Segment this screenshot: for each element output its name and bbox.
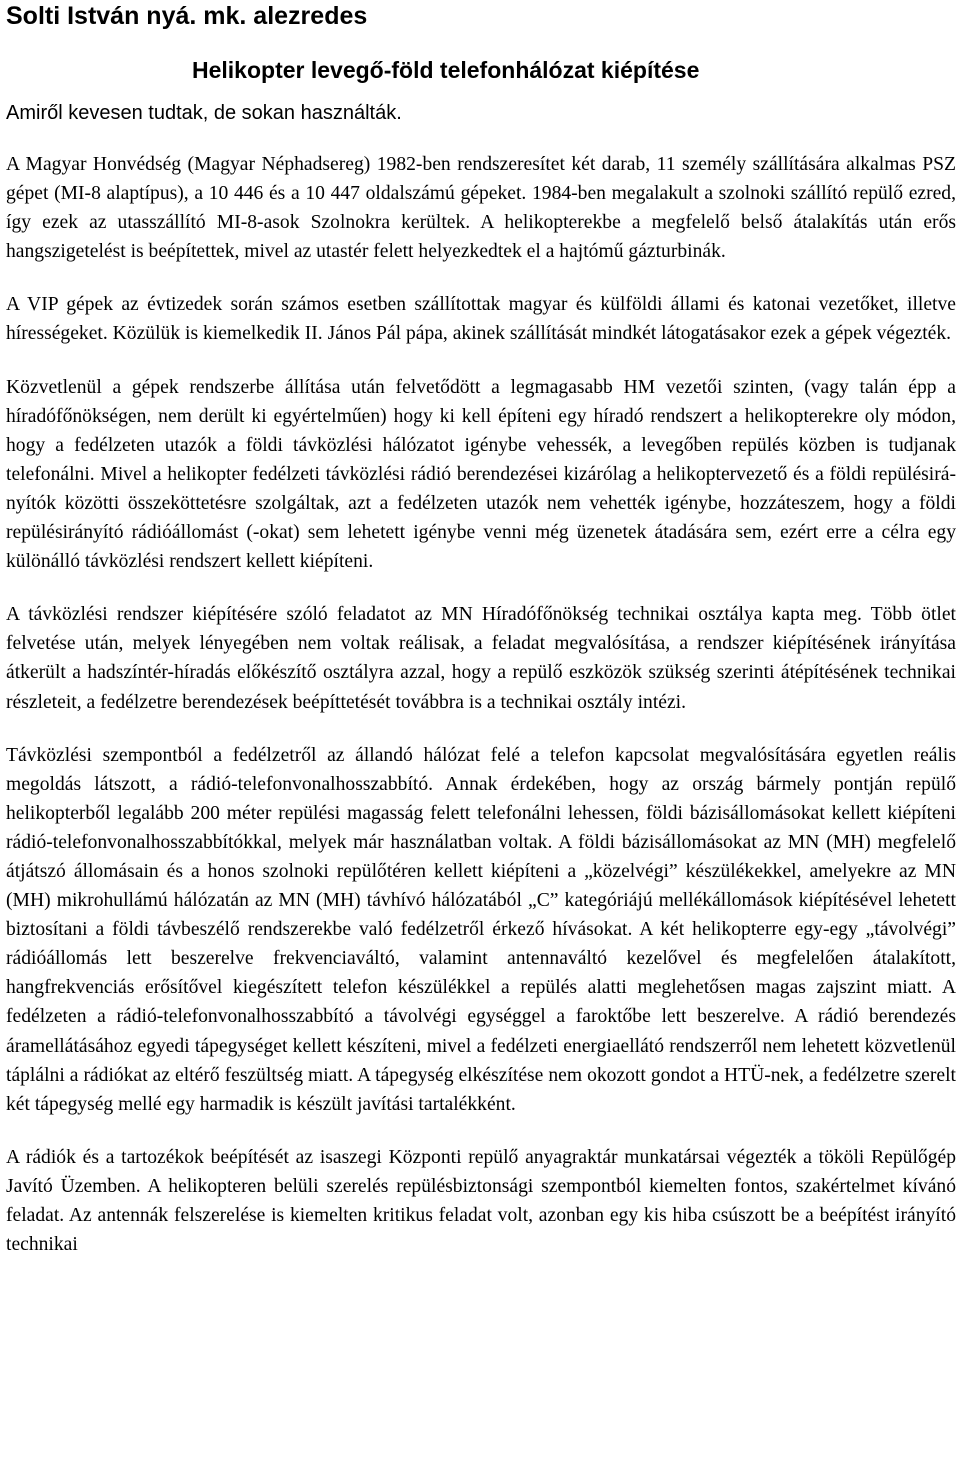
article-title: Helikopter levegő-föld telefonhálózat kiépítése (192, 57, 700, 83)
author-line: Solti István nyá. mk. alezredes (6, 2, 368, 30)
paragraph-vip: A VIP gépek az évtizedek során számos esetben szállítottak magyar és külföldi állami és katonai vezetőket, illetve hírességeket. Közülük is kiemelkedik II. János Pál pápa, akinek szállítását mindkét látogatásakor ezek a gépek végezték. (6, 294, 956, 345)
paragraph-assignment: A távközlési rendszer kiépítésére szóló feladatot az MN Híradófőnökség technikai osztálya kapta meg. Több ötlet felvetése után, melyek lényegében nem voltak reálisak, a feladat megvalósítása, a rendszer kiépítésének irányítása átkerült a hadszíntér-híradás előkészítő osztályra azzal, hogy a repülő eszközök szükség szerinti átépítésének technikai részleteit, a fedélzetre berendezések beépíttetését továbbra is a technikai osztály intézi. (6, 604, 956, 713)
paragraph-intro: A Magyar Honvédség (Magyar Néphadsereg) 1982-ben rendszeresítet két darab, 11 személy szállítására alkalmas PSZ gépet (MI-8 alaptípus), a 10 446 és a 10 447 oldalszámú gépeket. 1984-ben megalakult a szolnoki szállító repülő ezred, így ezek az utasszállító MI-8-asok Szolnokra kerültek. A helikopterekbe a megfelelő belső átalakítás után erős hangszigetelést is beépítettek, mivel az utastér felett helyezkedtek el a hajtómű gázturbinák. (6, 154, 956, 263)
article-body (6, 150, 956, 1283)
paragraph-solution: Távközlési szempontból a fedélzetről az állandó hálózat felé a telefon kapcsolat megvalósítására egyetlen reális megoldás látszott, a rádió-telefonvonalhosszabbító. Annak érdekében, hogy az ország bármely pontján repülő helikopterből legalább 200 méter repülési magasság felett telefonálni lehessen, földi bázisállomásokat kellett kiépíteni rádió-telefonvonalhosszabbítókkal, melyek már használatban voltak. A földi bázisállomásokat az MN (MH) megfelelő átjátszó állomásain és a honos szolnoki repülőtéren kellett kiépíteni a „közelvégi” készülékekkel, amelyekre az MN (MH) mikrohullámú hálózatán az MN (MH) távhívó hálózatából „C” kategóriájú mellékállomások kiépítésével lehetett biztosítani a földi távbeszélő rendszerekbe való fedélzetről érkező hívásokat. A két helikopterre egy-egy „távolvégi” rádióállomás lett beszerelve frekvenciaváltó, valamint antennaváltó kezelővel és megfelelően átalakított, hangfrekvenciás erősítővel kiegészített telefon készülékkel a repülés alatti meglehetősen magas zajszint miatt. A fedélzeten a rádió-telefonvonalhosszabbító a távolvégi egységgel a faroktőbe lett beszerelve. A rádió berendezés áramellátásához egyedi tápegységet kellett készíteni, mivel a fedélzeti energiaellátó rendszerről nem lehetett közvetlenül táplálni a rádiókat az eltérő feszültség miatt. A tápegység elkészítése nem okozott gondot a HTÜ-nek, a fedélzetre szerelt két tápegység mellé egy harmadik is készült javítási tartalékként. (6, 744, 956, 1115)
paragraph-installation: A rádiók és a tartozékok beépítését az isaszegi Központi repülő anyagraktár munkatársai végezték a tököli Repülőgép Javító Üzemben. A helikopteren belüli szerelés repülésbiztonsági szempontból kiemelten fontos, szakértelmet kívánó feladat. Az antennák felszerelése is kiemelten kritikus feladat volt, azonban egy kis hiba csúszott be a beépítést irányító technikai (6, 1146, 956, 1256)
article-subtitle: Amiről kevesen tudtak, de sokan használták. (6, 102, 402, 124)
paragraph-requirement: Közvetlenül a gépek rendszerbe állítása után felvetődött a legmagasabb HM vezetői szinten, (vagy talán épp a híradófőnökségen, nem derült ki egyértelműen) hogy ki kell építeni egy híradó rendszert a helikopterekre oly módon, hogy a fedélzeten utazók a földi távközlési hálózatot igénybe vehessék, a levegőben repülés közben is tudjanak telefonálni. Mivel a helikopter fedélzeti távközlési rádió berendezései kizárólag a helikoptervezető és a földi repülésirányítók közötti összeköttetésre szolgáltak, azt a fedélzeten utazók nem vehették igénybe, hozzáteszem, hogy a földi repülésirányító rádióállomást (-okat) sem lehetett igénybe venni még üzenetek átadására sem, ezért erre a célra egy különálló távközlési rendszert kellett kiépíteni. (6, 376, 956, 573)
